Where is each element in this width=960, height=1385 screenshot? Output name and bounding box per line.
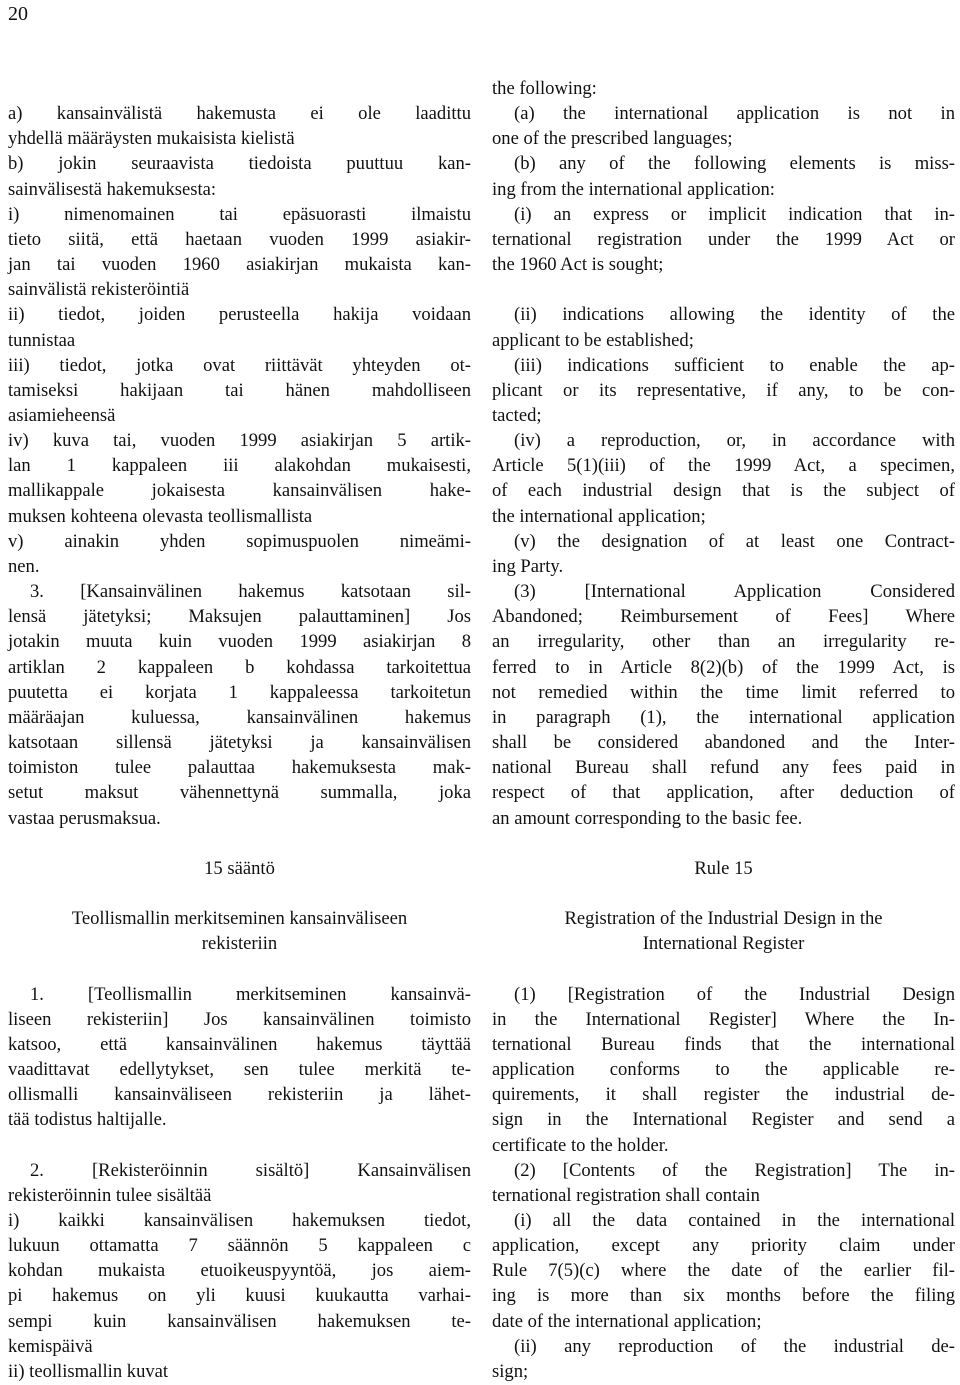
english-line: (ii) any reproduction of the industrial de- (514, 1335, 955, 1357)
english-line: ferred to in Article 8(2)(b) of the 1999 Act, is (492, 656, 955, 678)
finnish-line: i) kaikki kansainvälisen hakemuksen tiedot, (8, 1209, 471, 1231)
finnish-line: b) jokin seuraavista tiedoista puuttuu kan- (8, 153, 471, 175)
finnish-line: ii) tiedot, joiden perusteella hakija voidaan (8, 304, 471, 326)
english-line: Rule 7(5)(c) where the date of the earlier fil- (492, 1260, 955, 1282)
english-line: in the International Register] Where the In- (492, 1008, 955, 1030)
finnish-line: nen. (8, 555, 40, 577)
english-spacer (492, 831, 955, 856)
finnish-line: liseen rekisteriin] Jos kansainvälinen toimisto (8, 1008, 471, 1030)
finnish-text-column (8, 76, 471, 1384)
finnish-line: 3. [Kansainvälinen hakemus katsotaan sil- (30, 581, 471, 603)
finnish-line: tunnistaa (8, 329, 76, 351)
finnish-line: i) nimenomainen tai epäsuorasti ilmaistu (8, 203, 471, 225)
english-line: (1) [Registration of the Industrial Design (514, 983, 955, 1005)
finnish-spacer (8, 76, 471, 101)
english-line: International Register (642, 933, 805, 955)
english-line: (iii) indications sufficient to enable the ap- (514, 354, 955, 376)
english-line: quirements, it shall register the industrial de- (492, 1084, 955, 1106)
finnish-line: 2. [Rekisteröinnin sisältö] Kansainvälisen (30, 1159, 471, 1181)
finnish-line: sainvälistä rekisteröintiä (8, 279, 190, 301)
english-line: (v) the designation of at least one Contract- (514, 530, 955, 552)
finnish-line: vastaa perusmaksua. (8, 807, 161, 829)
finnish-line: mallikappale jokaisesta kansainvälisen hake- (8, 480, 471, 502)
english-spacer (492, 881, 955, 906)
english-line: respect of that application, after deduction of (492, 782, 955, 804)
finnish-line: 1. [Teollismallin merkitseminen kansainvä- (30, 983, 471, 1005)
english-line: ing Party. (492, 555, 564, 577)
english-line: sign; (492, 1360, 529, 1382)
finnish-line: lan 1 kappaleen iii alakohdan mukaisesti, (8, 455, 471, 477)
finnish-line: asiamieheensä (8, 405, 116, 427)
english-line: of each industrial design that is the subject of (492, 480, 955, 502)
finnish-line: lensä jätetyksi; Maksujen palauttaminen] Jos (8, 606, 471, 628)
finnish-line: rekisteriin (201, 933, 278, 955)
english-line: ternational registration shall contain (492, 1184, 760, 1206)
english-line: Registration of the Industrial Design in the (564, 908, 883, 930)
page-number: 20 (8, 3, 28, 25)
english-line: the following: (492, 78, 597, 99)
finnish-spacer (8, 881, 471, 906)
english-line: Article 5(1)(iii) of the 1999 Act, a specimen, (492, 455, 955, 477)
finnish-line: sempi kuin kansainvälisen hakemuksen te- (8, 1310, 471, 1332)
finnish-line: ii) teollismallin kuvat (8, 1360, 169, 1382)
finnish-spacer (8, 956, 471, 981)
finnish-line: pi hakemus on yli kuusi kuukautta varhai- (8, 1285, 471, 1307)
english-line: an irregularity, other than an irregularity re- (492, 631, 955, 653)
finnish-line: toimiston tulee palauttaa hakemuksesta mak- (8, 757, 471, 779)
english-line: (3) [International Application Considered (514, 581, 955, 603)
finnish-line: rekisteröinnin tulee sisältää (8, 1184, 212, 1206)
finnish-line: iii) tiedot, jotka ovat riittävät yhteyden ot- (8, 354, 471, 376)
english-line: certificate to the holder. (492, 1134, 669, 1156)
finnish-line: tamiseksi hakijaan tai hänen mahdolliseen (8, 379, 471, 401)
finnish-spacer (8, 831, 471, 856)
finnish-line: 15 sääntö (204, 857, 275, 879)
english-line: tacted; (492, 405, 542, 427)
english-line: shall be considered abandoned and the Inter- (492, 732, 955, 754)
finnish-line: kohdan mukaista etuoikeuspyyntöä, jos aiem- (8, 1260, 471, 1282)
english-spacer (492, 277, 955, 302)
finnish-line: jotakin muuta kuin vuoden 1999 asiakirjan 8 (8, 631, 471, 653)
english-line: ternational Bureau finds that the international (492, 1033, 955, 1055)
finnish-line: v) ainakin yhden sopimuspuolen nimeämi- (8, 530, 471, 552)
finnish-line: muksen kohteena olevasta teollismallista (8, 505, 313, 527)
english-line: plicant or its representative, if any, to be con- (492, 379, 955, 401)
finnish-line: Teollismallin merkitseminen kansainväliseen (71, 908, 408, 930)
english-line: an amount corresponding to the basic fee. (492, 807, 803, 829)
finnish-line: katsoo, että kansainvälinen hakemus täyttää (8, 1033, 471, 1055)
english-line: date of the international application; (492, 1310, 762, 1332)
finnish-line: kemispäivä (8, 1335, 93, 1357)
english-line: in paragraph (1), the international application (492, 706, 955, 728)
finnish-spacer (8, 1133, 471, 1158)
english-line: ternational registration under the 1999 Act or (492, 228, 955, 250)
finnish-line: setut maksut vähennettynä summalla, joka (8, 782, 471, 804)
english-line: Abandoned; Reimbursement of Fees] Where (492, 606, 955, 628)
english-line: the 1960 Act is sought; (492, 254, 664, 276)
english-line: sign in the International Register and send a (492, 1109, 955, 1131)
english-spacer (492, 956, 955, 981)
english-line: (2) [Contents of the Registration] The in- (514, 1159, 955, 1181)
english-line: ing is more than six months before the filing (492, 1285, 955, 1307)
english-line: (ii) indications allowing the identity of the (514, 304, 955, 326)
finnish-line: artiklan 2 kappaleen b kohdassa tarkoitettua (8, 656, 471, 678)
english-line: (iv) a reproduction, or, in accordance with (514, 430, 955, 452)
finnish-line: sainvälisestä hakemuksesta: (8, 178, 217, 200)
english-line: applicant to be established; (492, 329, 694, 351)
finnish-line: a) kansainvälistä hakemusta ei ole laadittu (8, 103, 471, 125)
finnish-line: määräajan kuluessa, kansainvälinen hakemus (8, 706, 471, 728)
english-line: application, except any priority claim under (492, 1235, 955, 1257)
english-line: application conforms to the applicable re- (492, 1059, 955, 1081)
finnish-line: jan tai vuoden 1960 asiakirjan mukaista kan- (8, 254, 471, 276)
english-line: the international application; (492, 505, 706, 527)
english-line: (i) an express or implicit indication that in- (514, 203, 955, 225)
finnish-line: lukuun ottamatta 7 säännön 5 kappaleen c (8, 1235, 471, 1257)
finnish-line: iv) kuva tai, vuoden 1999 asiakirjan 5 artik- (8, 430, 471, 452)
finnish-line: ollismalli kansainväliseen rekisteriin ja lähet- (8, 1084, 471, 1106)
english-line: Rule 15 (694, 857, 753, 879)
finnish-line: katsotaan sillensä jätetyksi ja kansainvälisen (8, 732, 471, 754)
english-text-column (492, 76, 955, 1384)
english-line: not remedied within the time limit referred to (492, 681, 955, 703)
finnish-line: tää todistus haltijalle. (8, 1109, 167, 1131)
finnish-line: vaadittavat edellytykset, sen tulee merkitä te- (8, 1059, 471, 1081)
english-line: (i) all the data contained in the international (514, 1209, 955, 1231)
english-line: (b) any of the following elements is miss- (514, 153, 955, 175)
english-line: ing from the international application: (492, 178, 775, 200)
finnish-line: yhdellä määräysten mukaisista kielistä (8, 128, 295, 150)
finnish-line: tieto siitä, että haetaan vuoden 1999 asiakir- (8, 228, 471, 250)
english-line: national Bureau shall refund any fees paid in (492, 757, 955, 779)
english-line: one of the prescribed languages; (492, 128, 733, 150)
english-line: (a) the international application is not in (514, 103, 955, 125)
finnish-line: puutetta ei korjata 1 kappaleessa tarkoitetun (8, 681, 471, 703)
